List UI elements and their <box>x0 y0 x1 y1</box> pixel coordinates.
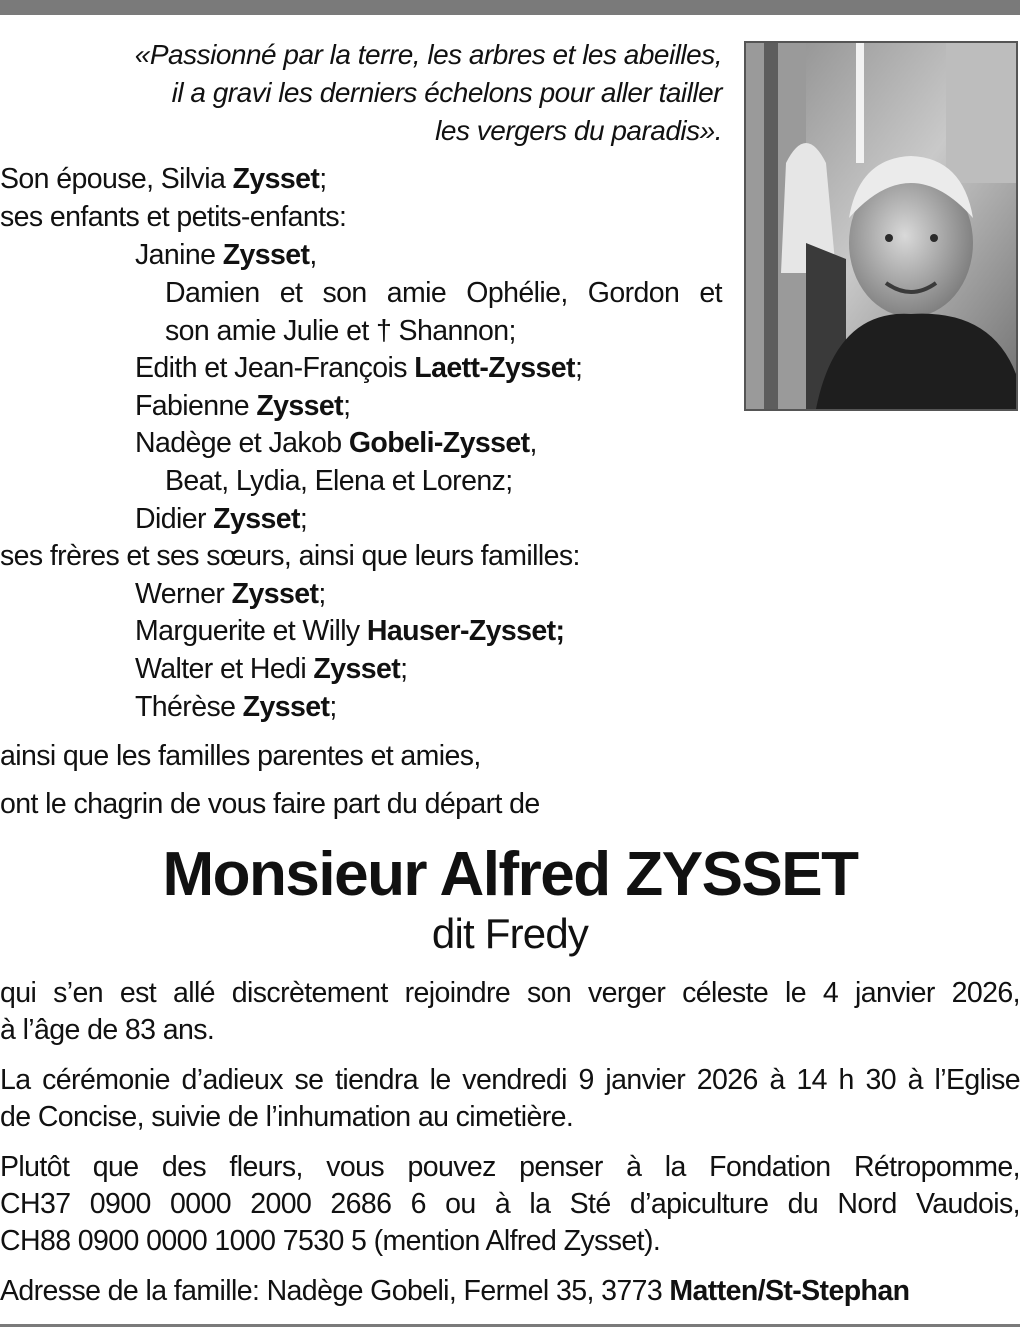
child-3-line <box>135 387 350 425</box>
child-2-name: Laett-Zysset <box>414 352 575 384</box>
paragraph-3-line-3: CH88 0900 0000 1000 7530 5 (mention Alfred Zysset). <box>0 1225 661 1257</box>
sibling-2-line <box>135 612 564 650</box>
announce-line: ont le chagrin de vous faire part du départ de <box>0 788 540 820</box>
sibling-1-line <box>135 575 326 613</box>
siblings-intro: ses frères et ses sœurs, ainsi que leurs familles: <box>0 540 580 572</box>
sibling-3-name: Zysset <box>313 653 401 685</box>
child-5-line <box>135 500 307 538</box>
child-1-kids-line-1: Damien et son amie Ophélie, Gordon et <box>165 277 722 309</box>
child-4-line <box>135 424 537 462</box>
child-2-line <box>135 349 582 387</box>
child-3-prefix: Fabienne <box>135 390 257 422</box>
sibling-4-line <box>135 688 337 726</box>
child-5-suffix: ; <box>299 503 308 535</box>
sibling-3-prefix: Walter et Hedi <box>135 653 314 685</box>
child-1-name: Zysset <box>222 239 310 271</box>
child-5-name: Zysset <box>213 503 300 535</box>
sibling-4-suffix: ; <box>329 691 337 723</box>
address-text: Adresse de la famille: Nadège Gobeli, Fermel 35, 3773 <box>0 1275 670 1307</box>
portrait-photo <box>744 41 1018 411</box>
spouse-name: Zysset <box>232 163 320 195</box>
paragraph-1-line-1: qui s’en est allé discrètement rejoindre son verger céleste le 4 janvier 2026, <box>0 977 1020 1009</box>
deceased-nickname: dit Fredy <box>431 910 589 957</box>
deceased-name: Monsieur Alfred ZYSSET <box>162 840 858 909</box>
quote-line-3: les vergers du paradis». <box>435 115 722 146</box>
sibling-4-name: Zysset <box>242 691 330 723</box>
child-4-name: Gobeli-Zysset <box>348 427 530 459</box>
child-2-suffix: ; <box>574 352 583 384</box>
sibling-1-name: Zysset <box>231 578 319 610</box>
paragraph-1-line-2: à l’âge de 83 ans. <box>0 1014 215 1046</box>
spouse-prefix: Son épouse, Silvia <box>0 163 233 195</box>
spouse-line <box>0 160 327 198</box>
family-address <box>0 1272 909 1310</box>
portrait-illustration <box>746 43 1016 409</box>
child-1-prefix: Janine <box>135 239 223 271</box>
bottom-rule <box>0 1324 1020 1327</box>
relatives-line: ainsi que les familles parentes et amies, <box>0 740 481 772</box>
sibling-1-suffix: ; <box>318 578 326 610</box>
sibling-2-name: Hauser-Zysset; <box>366 615 565 647</box>
child-4-prefix: Nadège et Jakob <box>135 427 349 459</box>
spouse-suffix: ; <box>319 163 327 195</box>
address-city: Matten/St-Stephan <box>669 1275 910 1307</box>
sibling-3-suffix: ; <box>400 653 408 685</box>
child-1-suffix: , <box>309 239 317 271</box>
quote-line-1: «Passionné par la terre, les arbres et les abeilles, <box>134 39 722 70</box>
sibling-2-prefix: Marguerite et Willy <box>135 615 367 647</box>
child-4-suffix: , <box>529 427 537 459</box>
sibling-4-prefix: Thérèse <box>135 691 243 723</box>
child-2-prefix: Edith et Jean-François <box>135 352 415 384</box>
sibling-3-line <box>135 650 407 688</box>
child-4-kids: Beat, Lydia, Elena et Lorenz; <box>165 465 513 497</box>
child-1-kids-line-2: son amie Julie et † Shannon; <box>165 315 516 347</box>
sibling-1-prefix: Werner <box>135 578 232 610</box>
paragraph-3-line-2: CH37 0900 0000 2000 2686 6 ou à la Sté d’apiculture du Nord Vaudois, <box>0 1188 1020 1220</box>
child-3-suffix: ; <box>343 390 351 422</box>
paragraph-3-line-1: Plutôt que des fleurs, vous pouvez penser à la Fondation Rétropomme, <box>0 1151 1020 1183</box>
children-intro: ses enfants et petits-enfants: <box>0 201 347 233</box>
top-rule <box>0 0 1020 15</box>
paragraph-2-line-2: de Concise, suivie de l’inhumation au cimetière. <box>0 1101 574 1133</box>
paragraph-2-line-1: La cérémonie d’adieux se tiendra le vendredi 9 janvier 2026 à 14 h 30 à l’Eglise <box>0 1064 1020 1096</box>
child-5-prefix: Didier <box>135 503 214 535</box>
child-1-line <box>135 236 317 274</box>
child-3-name: Zysset <box>256 390 344 422</box>
quote-line-2: il a gravi les derniers échelons pour aller tailler <box>171 77 722 108</box>
